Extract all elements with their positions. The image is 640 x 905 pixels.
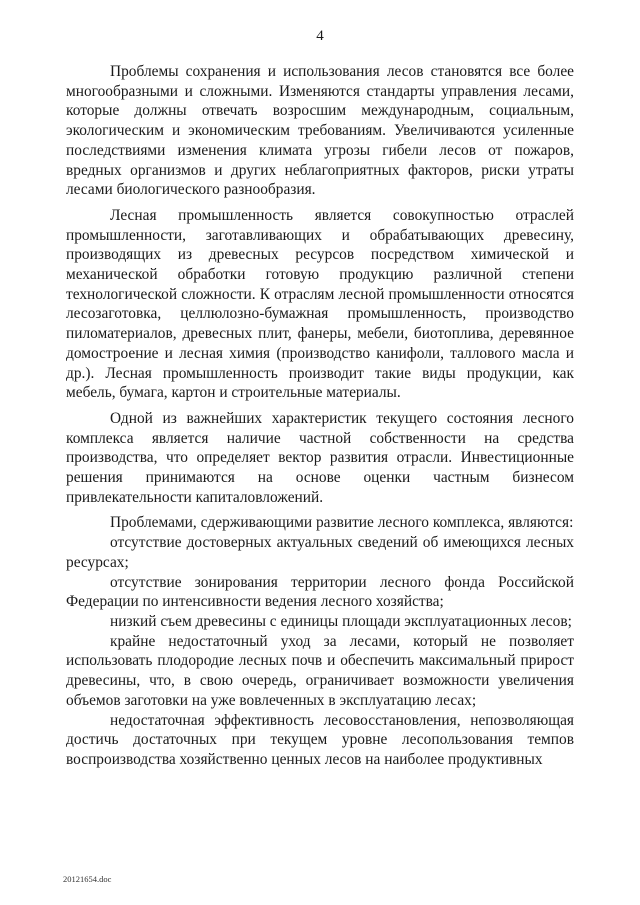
paragraph-constraints-intro: Проблемами, сдерживающими развитие лесного комплекса, являются:	[110, 514, 574, 532]
list-item-zoning: отсутствие зонирования территории лесного фонда Российской Федерации по интенсивности ведения лесного хозяйства;	[66, 573, 574, 611]
page-number: 4	[316, 28, 324, 44]
list-item-low-yield: низкий съем древесины с единицы площади эксплуатационных лесов;	[110, 612, 572, 630]
document-body	[66, 62, 574, 770]
footer-filename: 20121654.doc	[63, 874, 112, 884]
list-item-resource-data: отсутствие достоверных актуальных сведений об имеющихся лесных ресурсах;	[66, 534, 574, 571]
paragraph-private-ownership: Одной из важнейших характеристик текущего состояния лесного комплекса является наличие частной собственности на средства производства, что определяет вектор развития отрасли. Инвестиционные решения принимаются на основе оценки частным бизнесом привлекательности капиталовложений.	[66, 409, 574, 506]
list-item-reforestation: недостаточная эффективность лесовосстановления, непозволяющая достичь достаточных при текущем уровне лесопользования темпов воспроизводства хозяйственно ценных лесов на наиболее продуктивных	[66, 711, 574, 768]
paragraph-forest-problems: Проблемы сохранения и использования лесов становятся все более многообразными и сложными. Изменяются стандарты управления лесами, которые должны отвечать возросшим международным, социальным, экологическим и экономическим требованиям. Увеличиваются усиленные последствиями изменения климата угрозы гибели лесов от пожаров, вредных организмов и других неблагоприятных факторов, риски утраты лесами биологического разнообразия.	[66, 63, 574, 199]
paragraph-forest-industry: Лесная промышленность является совокупностью отраслей промышленности, заготавливающих и обрабатывающих древесину, производящих из древесных ресурсов посредством химической и механической обработки готовую продукцию различной степени технологической сложности. К отраслям лесной промышленности относятся лесозаготовка, целлюлозно-бумажная промышленность, производство пиломатериалов, древесных плит, фанеры, мебели, биотоплива, деревянное домостроение и лесная химия (производство канифоли, таллового масла и др.). Лесная промышленность производит такие виды продукции, как мебель, бумага, картон и строительные материалы.	[66, 206, 574, 402]
list-item-forest-care: крайне недостаточный уход за лесами, который не позволяет использовать плодородие лесных почв и обеспечить максимальный прирост древесины, что, в свою очередь, ограничивает возможности увеличения объемов заготовки на уже вовлеченных в эксплуатацию лесах;	[66, 632, 574, 709]
